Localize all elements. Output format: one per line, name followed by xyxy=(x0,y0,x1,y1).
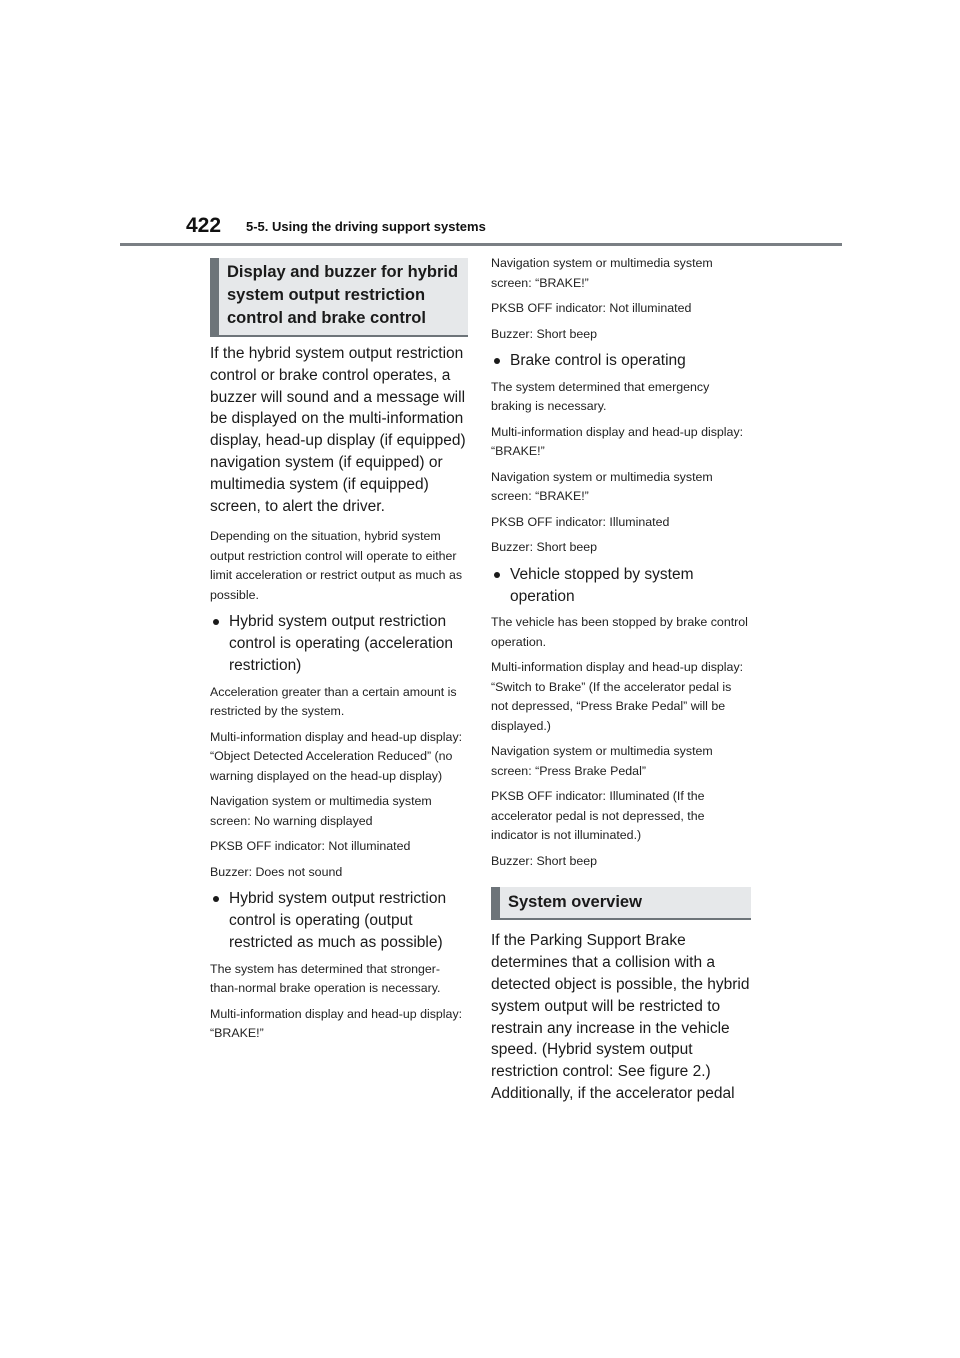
detail-line: Multi-information display and head-up display: “BRAKE!” xyxy=(491,424,744,459)
detail-line: Multi-information display and head-up display: “BRAKE!” xyxy=(210,1006,463,1041)
section-heading: System overview xyxy=(491,887,751,920)
detail-line: Navigation system or multimedia system screen: “Press Brake Pedal” xyxy=(491,744,713,778)
detail-line: Acceleration greater than a certain amount is restricted by the system. xyxy=(210,684,457,719)
detail-line: Navigation system or multimedia system screen: “BRAKE!” xyxy=(491,256,713,290)
page-number: 422 xyxy=(186,214,222,237)
bullet-dot-icon xyxy=(213,619,219,625)
bullet-title: Vehicle stopped by system operation xyxy=(510,565,694,605)
spacer xyxy=(491,871,751,887)
note-paragraph: Depending on the situation, hybrid system output restriction control will operate to either limit acceleration or restrict output as much as possible. xyxy=(210,529,463,602)
bullet-dot-icon xyxy=(494,358,500,364)
detail-line: The vehicle has been stopped by brake control operation. xyxy=(491,615,748,649)
bullet-item xyxy=(210,888,468,953)
detail-line: Navigation system or multimedia system screen: No warning displayed xyxy=(210,794,432,828)
bullet-dot-icon xyxy=(213,896,219,902)
detail-line: Buzzer: Short beep xyxy=(491,326,598,341)
detail-line: Buzzer: Short beep xyxy=(491,540,598,555)
overview-paragraph: If the Parking Support Brake determines that a collision with a detected object is possible, the hybrid system output will be restricted to restrain any increase in the vehicle speed. (Hybrid system output restriction control: See figure 2.) Additionally, if the accelerator pedal xyxy=(491,932,750,1102)
detail-line: Buzzer: Does not sound xyxy=(210,864,343,879)
detail-line: PKSB OFF indicator: Not illuminated xyxy=(491,301,692,315)
bullet-title: Hybrid system output restriction control is operating (output restricted as much as possible) xyxy=(229,890,447,951)
bullet-item xyxy=(491,564,751,608)
section-title: 5-5. Using the driving support systems xyxy=(246,219,486,234)
bullet-dot-icon xyxy=(494,572,500,578)
detail-line: Multi-information display and head-up display: “Object Detected Acceleration Reduced” (no warning displayed on the head-up display) xyxy=(210,729,463,783)
section-heading: Display and buzzer for hybrid system output restriction control and brake control xyxy=(210,258,468,337)
intro-paragraph: If the hybrid system output restriction control or brake control operates, a buzzer will sound and a message will be displayed on the multi-information display, head-up display (if equipped) navigation system (if equipped) or multimedia system (if equipped) screen, to alert the driver. xyxy=(210,345,466,515)
detail-line: PKSB OFF indicator: Illuminated xyxy=(491,514,670,529)
detail-line: Multi-information display and head-up display: “Switch to Brake” (If the accelerator pedal is not depressed, “Press Brake Pedal” will be displayed.) xyxy=(491,660,744,733)
header-rule xyxy=(120,243,842,246)
bullet-item xyxy=(210,611,468,676)
bullet-title: Brake control is operating xyxy=(510,352,686,369)
detail-line: PKSB OFF indicator: Not illuminated xyxy=(210,839,411,854)
right-column xyxy=(491,258,751,1105)
bullet-item xyxy=(491,350,751,372)
detail-line: PKSB OFF indicator: Illuminated (If the accelerator pedal is not depressed, the indicator is not illuminated.) xyxy=(491,789,705,843)
detail-line: The system has determined that stronger-than-normal brake operation is necessary. xyxy=(210,961,441,996)
detail-line: Navigation system or multimedia system screen: “BRAKE!” xyxy=(491,469,713,504)
bullet-title: Hybrid system output restriction control is operating (acceleration restriction) xyxy=(229,613,454,674)
detail-line: The system determined that emergency braking is necessary. xyxy=(491,379,710,414)
detail-line: Buzzer: Short beep xyxy=(491,853,598,868)
left-column xyxy=(210,258,468,1044)
